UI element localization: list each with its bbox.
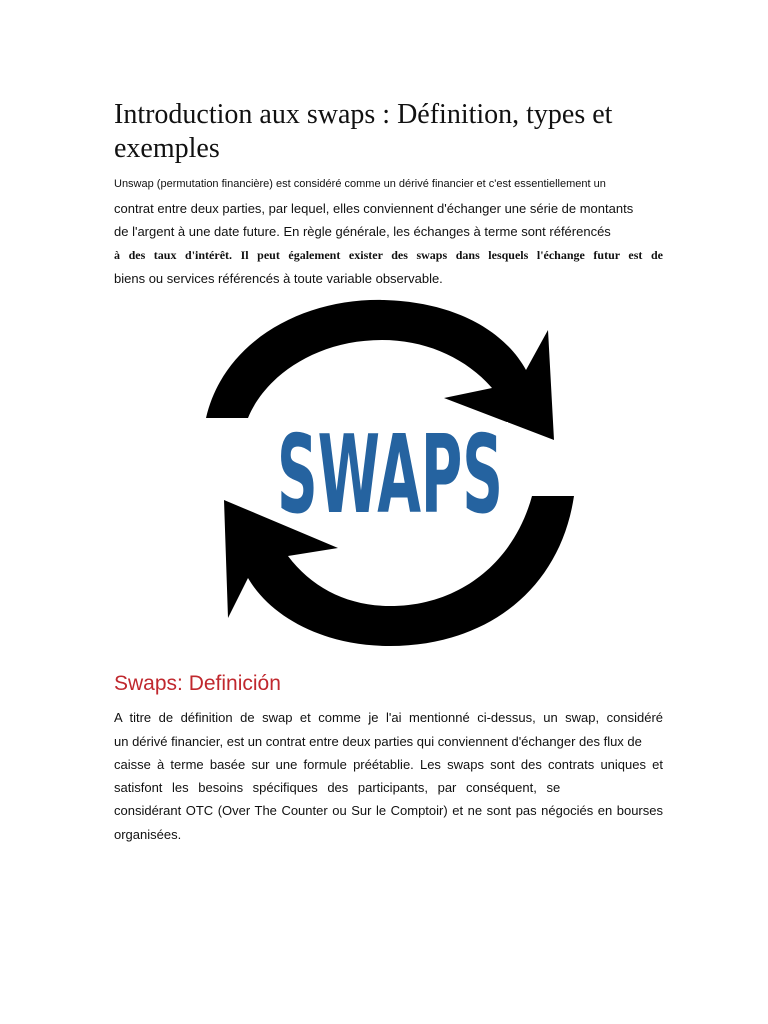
section-line-2: un dérivé financier, est un contrat entre deux parties qui conviennent d'échanger des flux de xyxy=(114,734,642,749)
section-heading: Swaps: Definición xyxy=(114,672,281,695)
document-title: Introduction aux swaps : Définition, types et exemples xyxy=(114,99,613,164)
section-line-5: considérant OTC (Over The Counter ou Sur le Comptoir) et ne sont pas négociés en bourses xyxy=(114,803,663,818)
intro-line-2: contrat entre deux parties, par lequel, elles conviennent d'échanger une série de montants xyxy=(114,201,634,216)
section-line-6: organisées. xyxy=(114,827,182,842)
intro-line-1: Unswap (permutation financière) est considéré comme un dérivé financier et c'est essentiellement un xyxy=(114,178,606,190)
swap-cycle-arrows-icon xyxy=(204,300,576,648)
intro-line-3: de l'argent à une date future. En règle générale, les échanges à terme sont référencés xyxy=(114,224,611,239)
swaps-figure xyxy=(204,300,576,648)
section-line-4: satisfont les besoins spécifiques des participants, par conséquent, se xyxy=(114,780,561,795)
swaps-label: SWAPS xyxy=(277,413,503,538)
intro-line-4: à des taux d'intérêt. Il peut également exister des swaps dans lesquels l'échange futur est de xyxy=(114,248,663,262)
section-line-1: A titre de définition de swap et comme je l'ai mentionné ci-dessus, un swap, considéré xyxy=(114,710,663,725)
intro-line-5: biens ou services référencés à toute variable observable. xyxy=(114,271,443,286)
section-line-3: caisse à terme basée sur une formule préétablie. Les swaps sont des contrats uniques et xyxy=(114,757,663,772)
